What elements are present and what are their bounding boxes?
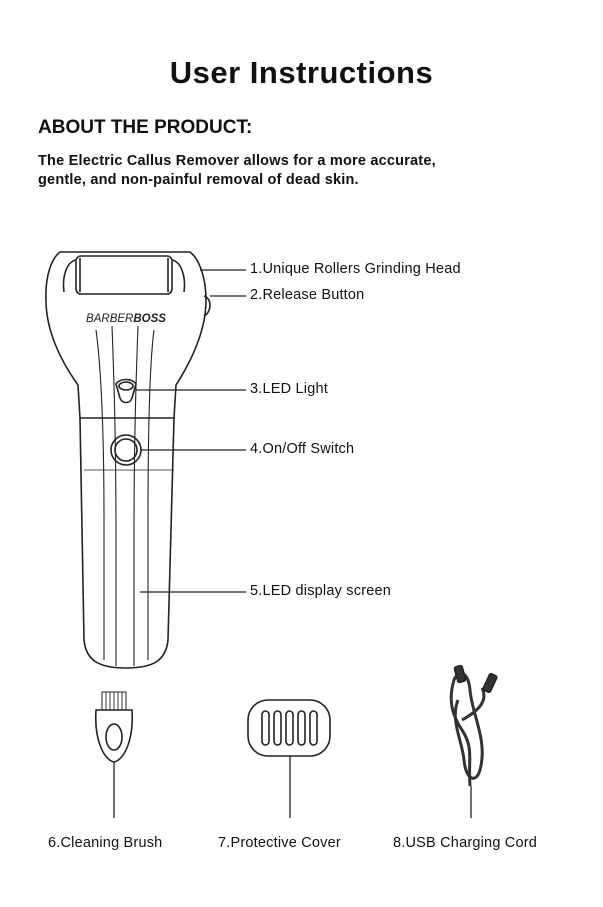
cleaning-brush-icon <box>96 692 133 762</box>
intro-text <box>38 152 578 190</box>
section-heading: ABOUT THE PRODUCT: <box>38 117 253 138</box>
intro-line: gentle, and non-painful removal of dead skin. <box>38 172 359 188</box>
part-label-on-off-switch: 4.On/Off Switch <box>250 441 355 457</box>
part-label-usb-cord: 8.USB Charging Cord <box>393 835 538 851</box>
part-label-protective-cover: 7.Protective Cover <box>218 835 341 851</box>
part-label-grinding-head: 1.Unique Rollers Grinding Head <box>250 261 461 277</box>
page-title: User Instructions <box>169 55 434 90</box>
usb-cord-icon <box>451 665 497 786</box>
part-label-release-button: 2.Release Button <box>250 287 365 303</box>
part-label-cleaning-brush: 6.Cleaning Brush <box>48 835 163 851</box>
intro-line: The Electric Callus Remover allows for a more accurate, <box>38 153 436 169</box>
protective-cover-icon <box>248 700 330 756</box>
brand-logo: BARBERBOSS <box>86 313 166 325</box>
part-label-led-light: 3.LED Light <box>250 381 328 397</box>
part-label-led-display: 5.LED display screen <box>250 583 392 599</box>
